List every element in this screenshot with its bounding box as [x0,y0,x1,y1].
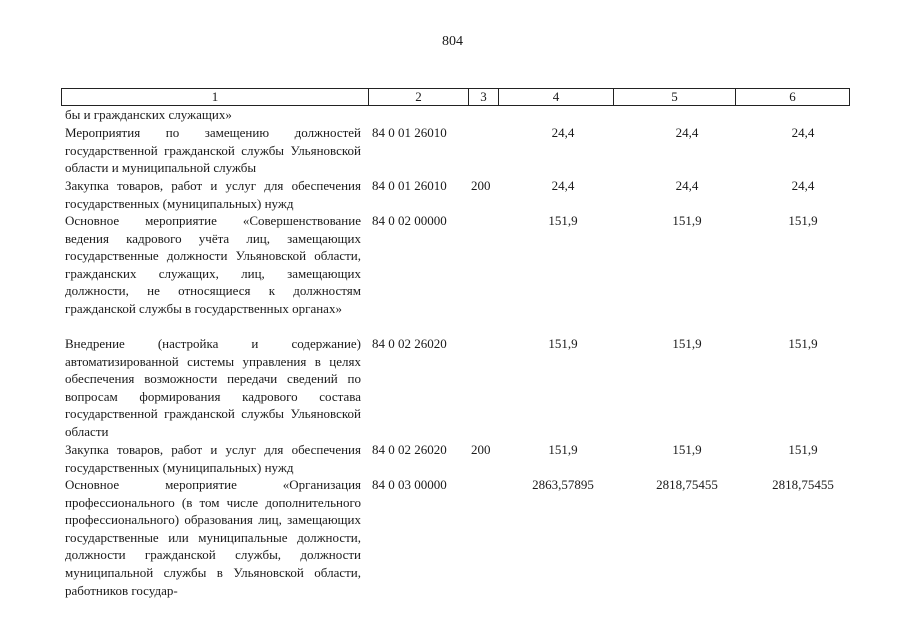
budget-table [61,88,850,601]
table-row [61,335,850,441]
row-value-col4: 151,9 [548,336,578,351]
row-value-col5: 151,9 [672,213,702,228]
header-col-3: 3 [468,89,498,105]
row-code: 84 0 02 00000 [372,213,447,228]
row-value-col6: 151,9 [788,213,818,228]
row-vr: 200 [471,442,491,457]
table-body [61,106,850,601]
page-number: 804 [442,34,463,49]
row-value-col6: 24,4 [791,125,815,140]
row-name: Закупка товаров, работ и услуг для обеспечения государственных (муниципальных) нужд [65,442,361,475]
row-name: бы и гражданских служащих» [65,107,232,122]
row-value-col6: 2818,75455 [772,477,834,492]
row-code: 84 0 01 26010 [372,125,447,140]
row-value-col4: 24,4 [551,178,575,193]
row-vr: 200 [471,178,491,193]
header-col-2: 2 [368,89,468,105]
row-value-col4: 2863,57895 [532,477,594,492]
header-col-6: 6 [735,89,849,105]
row-value-col5: 151,9 [672,442,702,457]
table-row [61,177,850,212]
row-value-col5: 2818,75455 [656,477,718,492]
row-name: Основное мероприятие «Совершенствование ведения кадрового учёта лиц, замещающих государственные должности Ульяновской области, гражданских служащих, лиц, замещающих должности, не относящиеся к должностям гражданской службы в государственных органах» [65,213,361,316]
row-value-col5: 24,4 [675,178,699,193]
table-header [61,88,850,106]
row-value-col6: 151,9 [788,442,818,457]
row-code: 84 0 03 00000 [372,477,447,492]
row-code: 84 0 02 26020 [372,336,447,351]
row-value-col6: 151,9 [788,336,818,351]
table-row [61,106,850,124]
row-code: 84 0 02 26020 [372,442,447,457]
table-row [61,476,850,601]
table-row [61,212,850,335]
table-row [61,441,850,476]
row-value-col4: 151,9 [548,442,578,457]
row-name: Основное мероприятие «Организация профессионального (в том числе дополнительного профессионального) образования лиц, замещающих государственные или муниципальные должности, должности гражданской службы, должности муниципальной службы в Ульяновской области, работников государ- [65,477,361,598]
row-name: Мероприятия по замещению должностей государственной гражданской службы Ульяновской области и муниципальной службы [65,125,361,176]
row-name: Внедрение (настройка и содержание) автоматизированной системы управления в целях обеспечения возможности передачи сведений по вопросам формирования кадрового состава государственной гражданской службы Ульяновской области [65,336,361,439]
header-col-5: 5 [613,89,735,105]
row-value-col6: 24,4 [791,178,815,193]
row-value-col5: 24,4 [675,125,699,140]
row-value-col4: 151,9 [548,213,578,228]
header-col-1: 1 [211,89,219,104]
row-value-col5: 151,9 [672,336,702,351]
header-col-4: 4 [498,89,613,105]
table-row [61,124,850,177]
row-code: 84 0 01 26010 [372,178,447,193]
row-value-col4: 24,4 [551,125,575,140]
row-name: Закупка товаров, работ и услуг для обеспечения государственных (муниципальных) нужд [65,178,361,211]
